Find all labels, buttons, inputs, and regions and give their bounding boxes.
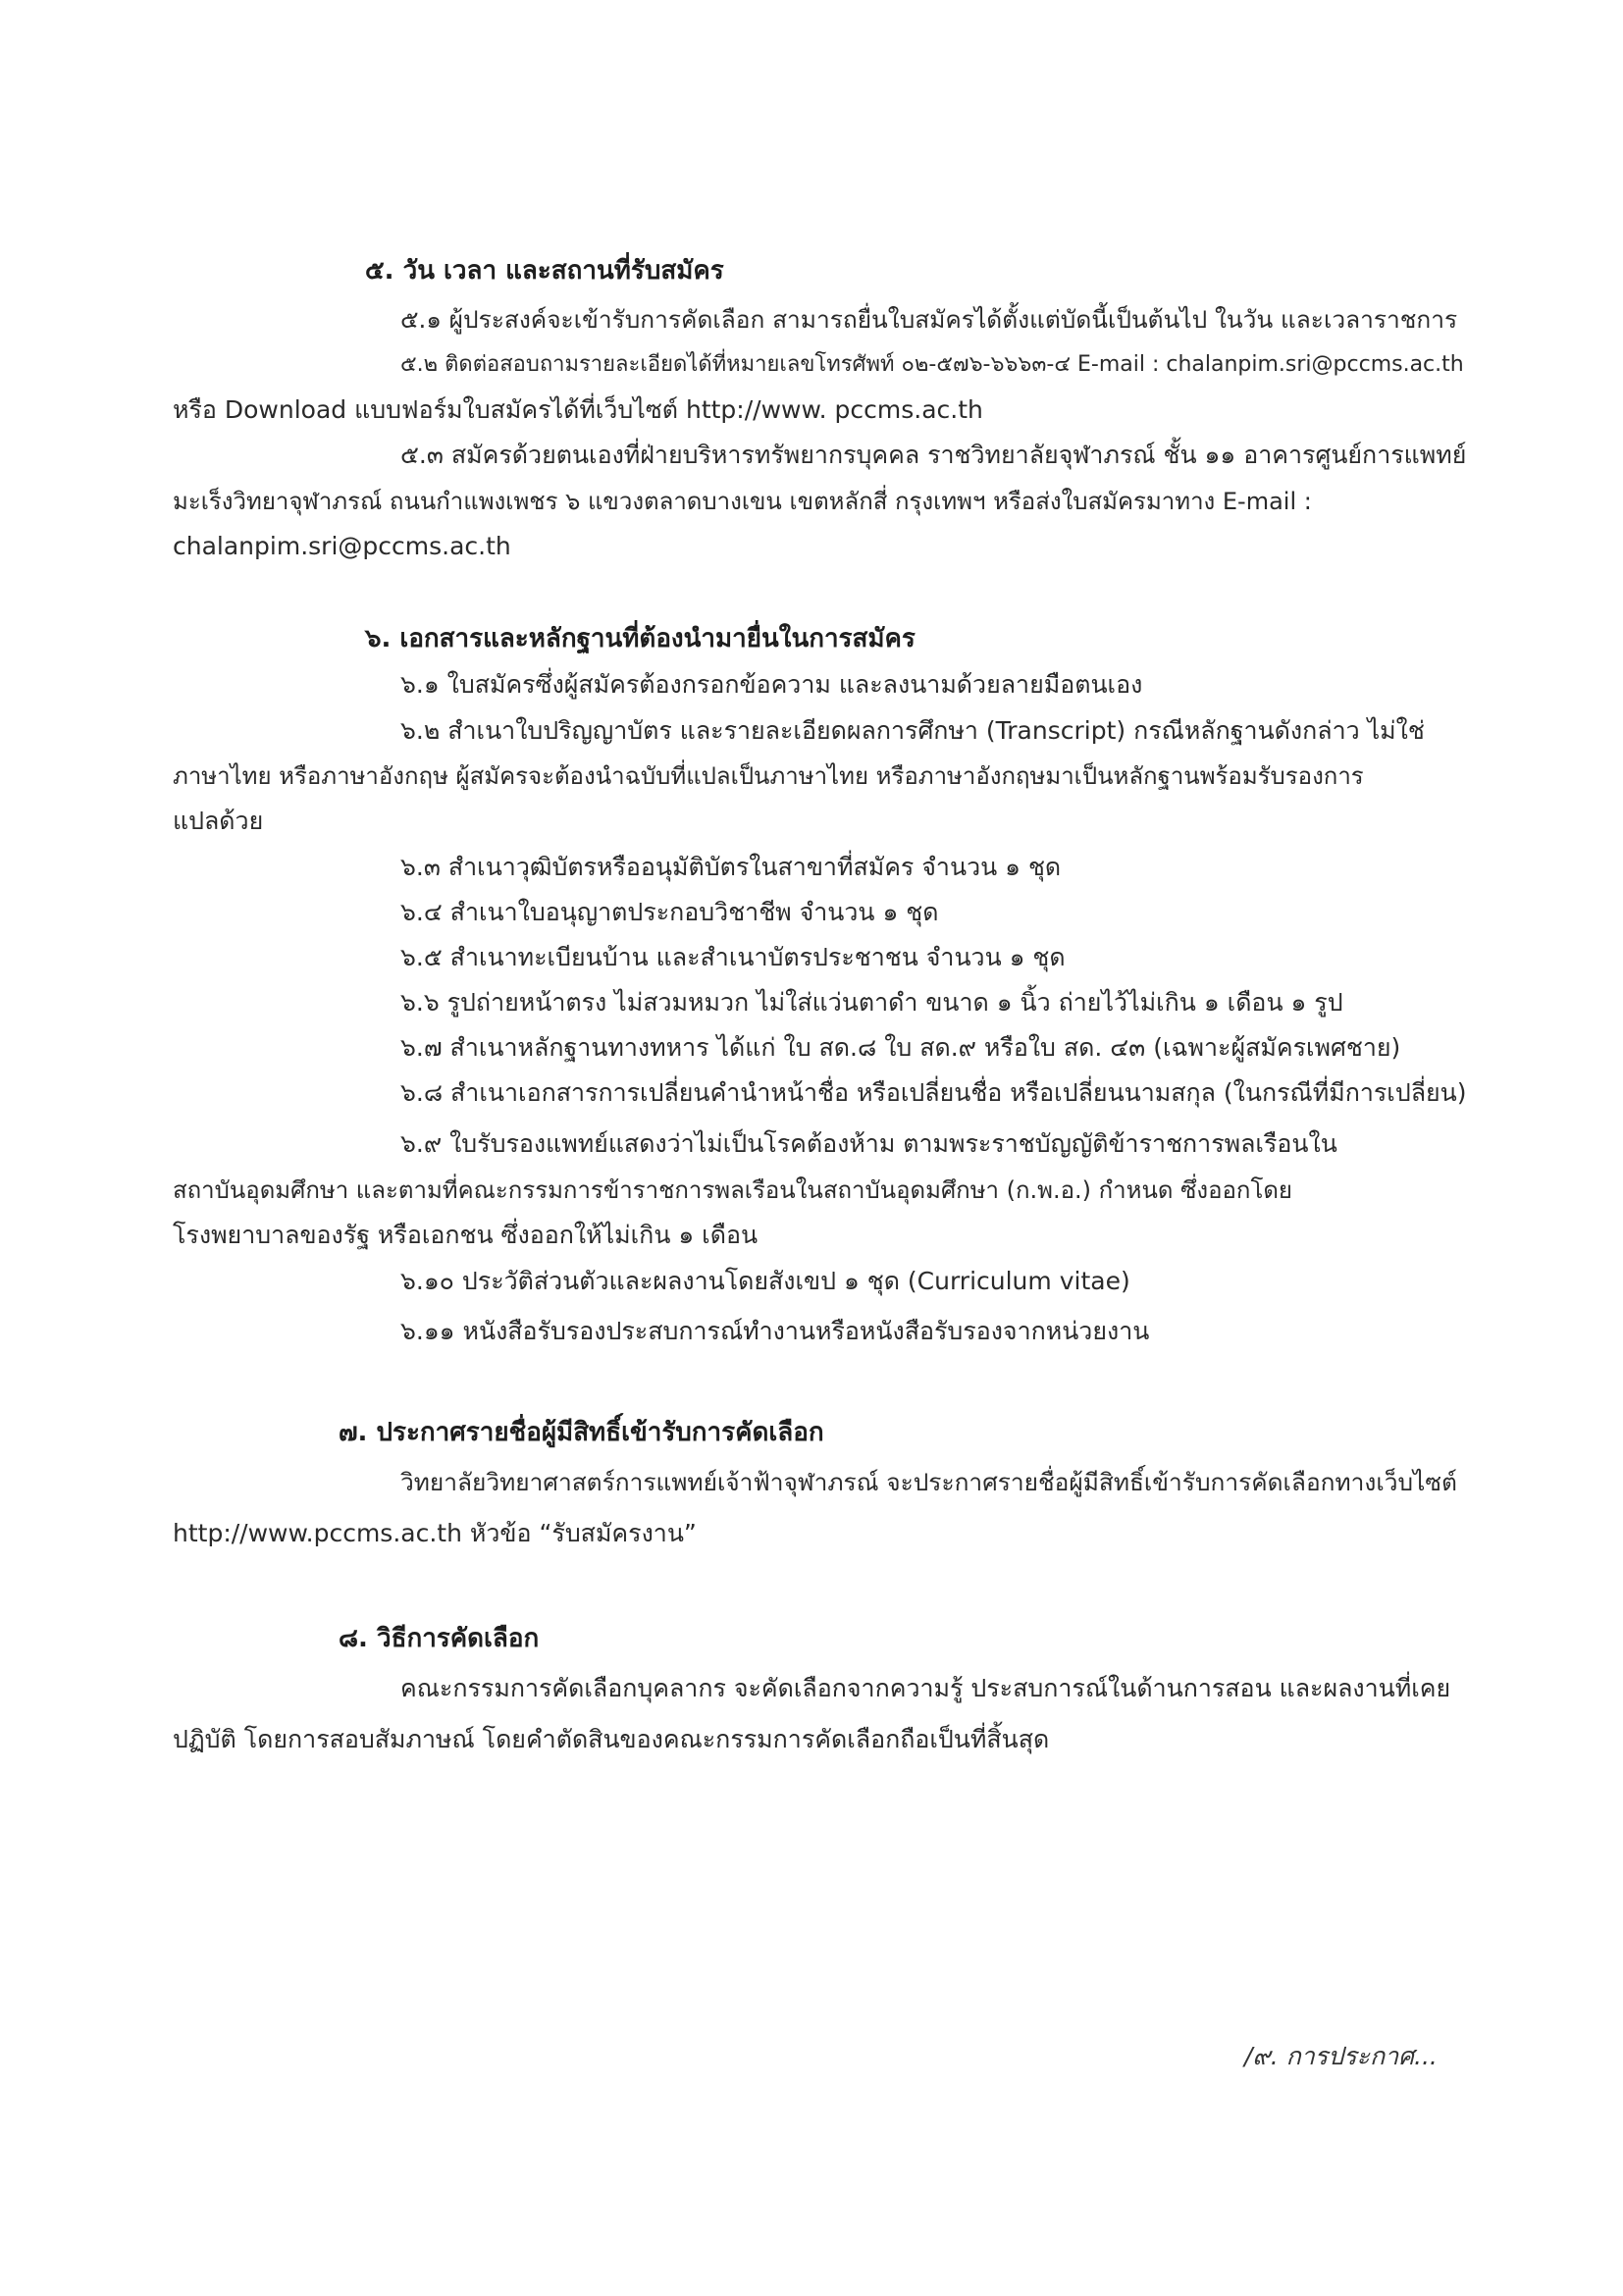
section-6-item-9-line-1: ๖.๙ ใบรับรองแพทย์แสดงว่าไม่เป็นโรคต้องห้าม ตามพระราชบัญญัติข้าราชการพลเรือนใน	[400, 1129, 1337, 1158]
section-6-heading: ๖. เอกสารและหลักฐานที่ต้องนำมายื่นในการสมัคร	[365, 624, 916, 653]
section-5-heading: ๕. วัน เวลา และสถานที่รับสมัคร	[365, 256, 724, 286]
section-6-item-6: ๖.๖ รูปถ่ายหน้าตรง ไม่สวมหมวก ไม่ใส่แว่นตาดำ ขนาด ๑ นิ้ว ถ่ายไว้ไม่เกิน ๑ เดือน ๑ รูป	[400, 988, 1343, 1017]
section-6-item-9-line-3: โรงพยาบาลของรัฐ หรือเอกชน ซึ่งออกให้ไม่เกิน ๑ เดือน	[173, 1221, 759, 1249]
section-5-item-3-line-2: มะเร็งวิทยาจุฬาภรณ์ ถนนกำแพงเพชร ๖ แขวงตลาดบางเขน เขตหลักสี่ กรุงเทพฯ หรือส่งใบสมัครมาทาง E-mail :	[173, 488, 1312, 515]
section-7-paragraph-line-1: วิทยาลัยวิทยาศาสตร์การแพทย์เจ้าฟ้าจุฬาภรณ์ จะประกาศรายชื่อผู้มีสิทธิ์เข้ารับการคัดเลือกทางเว็บไซต์	[400, 1468, 1457, 1496]
section-5-item-3-line-3: chalanpim.sri@pccms.ac.th	[173, 532, 511, 560]
page-continuation-note: /๙. การประกาศ...	[1244, 2042, 1438, 2070]
section-5-item-2-line-2: หรือ Download แบบฟอร์มใบสมัครได้ที่เว็บไซต์ http://www. pccms.ac.th	[173, 395, 983, 424]
section-8-paragraph-line-1: คณะกรรมการคัดเลือกบุคลากร จะคัดเลือกจากความรู้ ประสบการณ์ในด้านการสอน และผลงานที่เคย	[400, 1674, 1451, 1702]
section-6-item-2-line-3: แปลด้วย	[173, 807, 264, 835]
section-8-paragraph-line-2: ปฏิบัติ โดยการสอบสัมภาษณ์ โดยคำตัดสินของคณะกรรมการคัดเลือกถือเป็นที่สิ้นสุด	[173, 1725, 1050, 1753]
section-7-heading: ๗. ประกาศรายชื่อผู้มีสิทธิ์เข้ารับการคัดเลือก	[339, 1418, 824, 1447]
section-5-item-3-line-1: ๕.๓ สมัครด้วยตนเองที่ฝ่ายบริหารทรัพยากรบุคคล ราชวิทยาลัยจุฬาภรณ์ ชั้น ๑๑ อาคารศูนย์การแพทย์	[400, 441, 1467, 469]
section-6-item-3: ๖.๓ สำเนาวุฒิบัตรหรืออนุมัติบัตรในสาขาที่สมัคร จำนวน ๑ ชุด	[400, 853, 1062, 881]
section-6-item-4: ๖.๔ สำเนาใบอนุญาตประกอบวิชาชีพ จำนวน ๑ ชุด	[400, 898, 939, 926]
section-6-item-2-line-1: ๖.๒ สำเนาใบปริญญาบัตร และรายละเอียดผลการศึกษา (Transcript) กรณีหลักฐานดังกล่าว ไม่ใช่	[400, 716, 1425, 745]
section-5-item-1: ๕.๑ ผู้ประสงค์จะเข้ารับการคัดเลือก สามารถยื่นใบสมัครได้ตั้งแต่บัดนี้เป็นต้นไป ในวัน และเวลาราชการ	[400, 305, 1458, 334]
section-7-paragraph-line-2: http://www.pccms.ac.th หัวข้อ “รับสมัครงาน”	[173, 1519, 697, 1547]
section-6-item-8: ๖.๘ สำเนาเอกสารการเปลี่ยนคำนำหน้าชื่อ หรือเปลี่ยนชื่อ หรือเปลี่ยนนามสกุล (ในกรณีที่มีการเปลี่ยน)	[400, 1078, 1467, 1107]
section-5-item-2-line-1: ๕.๒ ติดต่อสอบถามรายละเอียดได้ที่หมายเลขโทรศัพท์ ๐๒-๕๗๖-๖๖๖๓-๔ E-mail : chalanpim.sri@pccms.ac.th	[400, 352, 1464, 377]
section-6-item-7: ๖.๗ สำเนาหลักฐานทางทหาร ได้แก่ ใบ สด.๘ ใบ สด.๙ หรือใบ สด. ๔๓ (เฉพาะผู้สมัครเพศชาย)	[400, 1033, 1401, 1062]
section-6-item-9-line-2: สถาบันอุดมศึกษา และตามที่คณะกรรมการข้าราชการพลเรือนในสถาบันอุดมศึกษา (ก.พ.อ.) กำหนด ซึ่งออกโดย	[173, 1176, 1292, 1204]
section-6-item-5: ๖.๕ สำเนาทะเบียนบ้าน และสำเนาบัตรประชาชน จำนวน ๑ ชุด	[400, 943, 1066, 971]
section-6-item-10: ๖.๑๐ ประวัติส่วนตัวและผลงานโดยสังเขป ๑ ชุด (Curriculum vitae)	[400, 1267, 1130, 1295]
section-6-item-2-line-2: ภาษาไทย หรือภาษาอังกฤษ ผู้สมัครจะต้องนำฉบับที่แปลเป็นภาษาไทย หรือภาษาอังกฤษมาเป็นหลักฐานพร้อมรับรองการ	[173, 762, 1364, 790]
section-6-item-1: ๖.๑ ใบสมัครซึ่งผู้สมัครต้องกรอกข้อความ และลงนามด้วยลายมือตนเอง	[400, 670, 1143, 699]
section-6-item-11: ๖.๑๑ หนังสือรับรองประสบการณ์ทำงานหรือหนังสือรับรองจากหน่วยงาน	[400, 1317, 1150, 1345]
section-8-heading: ๘. วิธีการคัดเลือก	[339, 1624, 540, 1653]
